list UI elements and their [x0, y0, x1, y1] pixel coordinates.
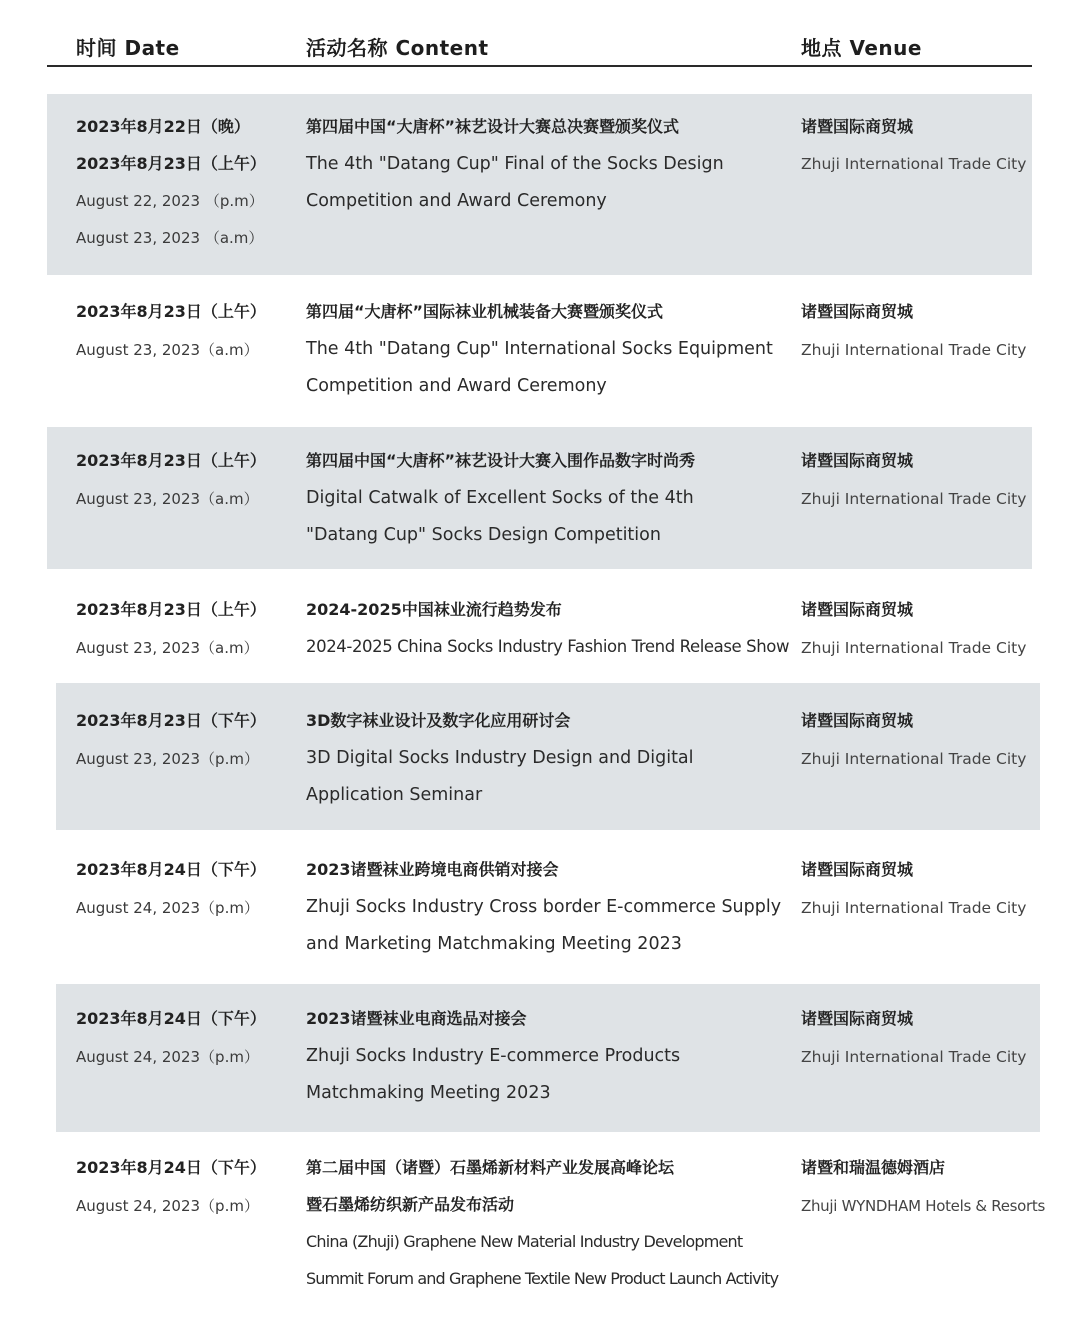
date-en: August 23, 2023 （a.m） — [76, 229, 264, 247]
content-cn: 第四届中国“大唐杯”袜艺设计大赛入围作品数字时尚秀 — [306, 451, 696, 470]
table-row — [47, 427, 1032, 569]
venue-en: Zhuji International Trade City — [801, 155, 1027, 173]
table-header — [0, 0, 1080, 68]
header-divider — [47, 65, 1032, 67]
content-en: Zhuji Socks Industry E-commerce Products — [306, 1046, 681, 1066]
content-cn: 第四届中国“大唐杯”袜艺设计大赛总决赛暨颁奖仪式 — [306, 117, 680, 136]
table-row — [56, 984, 1040, 1132]
venue-en: Zhuji WYNDHAM Hotels & Resorts — [801, 1197, 1046, 1215]
venue-cn: 诸暨和瑞温德姆酒店 — [801, 1158, 946, 1177]
date-cn: 2023年8月24日（下午） — [76, 1158, 266, 1177]
content-en: 3D Digital Socks Industry Design and Digital — [306, 748, 694, 768]
venue-cn: 诸暨国际商贸城 — [801, 451, 914, 470]
table-row — [47, 1132, 1046, 1332]
venue-cn: 诸暨国际商贸城 — [801, 117, 914, 136]
venue-cn: 诸暨国际商贸城 — [801, 860, 914, 879]
table-row — [56, 683, 1040, 830]
content-en: 2024-2025 China Socks Industry Fashion Trend Release Show — [306, 637, 790, 656]
date-cn: 2023年8月24日（下午） — [76, 1009, 266, 1028]
date-cn: 2023年8月23日（下午） — [76, 711, 266, 730]
venue-cn: 诸暨国际商贸城 — [801, 600, 914, 619]
date-column-header: 时间 Date — [76, 36, 180, 60]
content-cn: 3D数字袜业设计及数字化应用研讨会 — [306, 711, 571, 730]
date-en: August 23, 2023（a.m） — [76, 490, 259, 508]
venue-cn: 诸暨国际商贸城 — [801, 1009, 914, 1028]
date-en: August 24, 2023（p.m） — [76, 1197, 259, 1215]
date-en: August 24, 2023（p.m） — [76, 1048, 259, 1066]
venue-cn: 诸暨国际商贸城 — [801, 711, 914, 730]
date-cn: 2023年8月23日（上午） — [76, 600, 266, 619]
content-en: and Marketing Matchmaking Meeting 2023 — [306, 934, 682, 954]
venue-en: Zhuji International Trade City — [801, 341, 1027, 359]
content-en: Matchmaking Meeting 2023 — [306, 1083, 551, 1103]
content-en: China (Zhuji) Graphene New Material Industry Development — [306, 1232, 743, 1251]
content-cn: 2023诸暨袜业跨境电商供销对接会 — [306, 860, 559, 879]
date-en: August 22, 2023 （p.m） — [76, 192, 264, 210]
date-en: August 23, 2023（a.m） — [76, 341, 259, 359]
content-en: Competition and Award Ceremony — [306, 376, 607, 396]
content-en: Zhuji Socks Industry Cross border E-commerce Supply — [306, 897, 782, 917]
content-cn: 暨石墨烯纺织新产品发布活动 — [306, 1195, 515, 1214]
venue-en: Zhuji International Trade City — [801, 750, 1027, 768]
date-en: August 23, 2023（a.m） — [76, 639, 259, 657]
venue-en: Zhuji International Trade City — [801, 639, 1027, 657]
date-cn: 2023年8月23日（上午） — [76, 154, 266, 173]
content-en: Summit Forum and Graphene Textile New Product Launch Activity — [306, 1269, 779, 1288]
date-en: August 23, 2023（p.m） — [76, 750, 259, 768]
content-en: "Datang Cup" Socks Design Competition — [306, 525, 661, 545]
content-cn: 第四届“大唐杯”国际袜业机械装备大赛暨颁奖仪式 — [306, 302, 664, 321]
content-en: The 4th "Datang Cup" International Socks Equipment — [306, 339, 773, 359]
venue-cn: 诸暨国际商贸城 — [801, 302, 914, 321]
content-cn: 第二届中国（诸暨）石墨烯新材料产业发展高峰论坛 — [306, 1158, 675, 1177]
table-row — [47, 275, 1032, 427]
content-en: Digital Catwalk of Excellent Socks of the 4th — [306, 488, 694, 508]
content-cn: 2024-2025中国袜业流行趋势发布 — [306, 600, 562, 619]
date-cn: 2023年8月22日（晚） — [76, 117, 250, 136]
date-cn: 2023年8月23日（上午） — [76, 451, 266, 470]
content-column-header: 活动名称 Content — [306, 36, 489, 60]
content-en: Application Seminar — [306, 785, 483, 805]
content-en: Competition and Award Ceremony — [306, 191, 607, 211]
date-cn: 2023年8月23日（上午） — [76, 302, 266, 321]
date-en: August 24, 2023（p.m） — [76, 899, 259, 917]
date-cn: 2023年8月24日（下午） — [76, 860, 266, 879]
venue-en: Zhuji International Trade City — [801, 899, 1027, 917]
table-row — [47, 830, 1032, 984]
venue-column-header: 地点 Venue — [801, 36, 922, 60]
content-cn: 2023诸暨袜业电商选品对接会 — [306, 1009, 527, 1028]
venue-en: Zhuji International Trade City — [801, 490, 1027, 508]
table-row — [47, 94, 1032, 275]
table-row — [47, 569, 1032, 683]
venue-en: Zhuji International Trade City — [801, 1048, 1027, 1066]
content-en: The 4th "Datang Cup" Final of the Socks Design — [306, 154, 724, 174]
